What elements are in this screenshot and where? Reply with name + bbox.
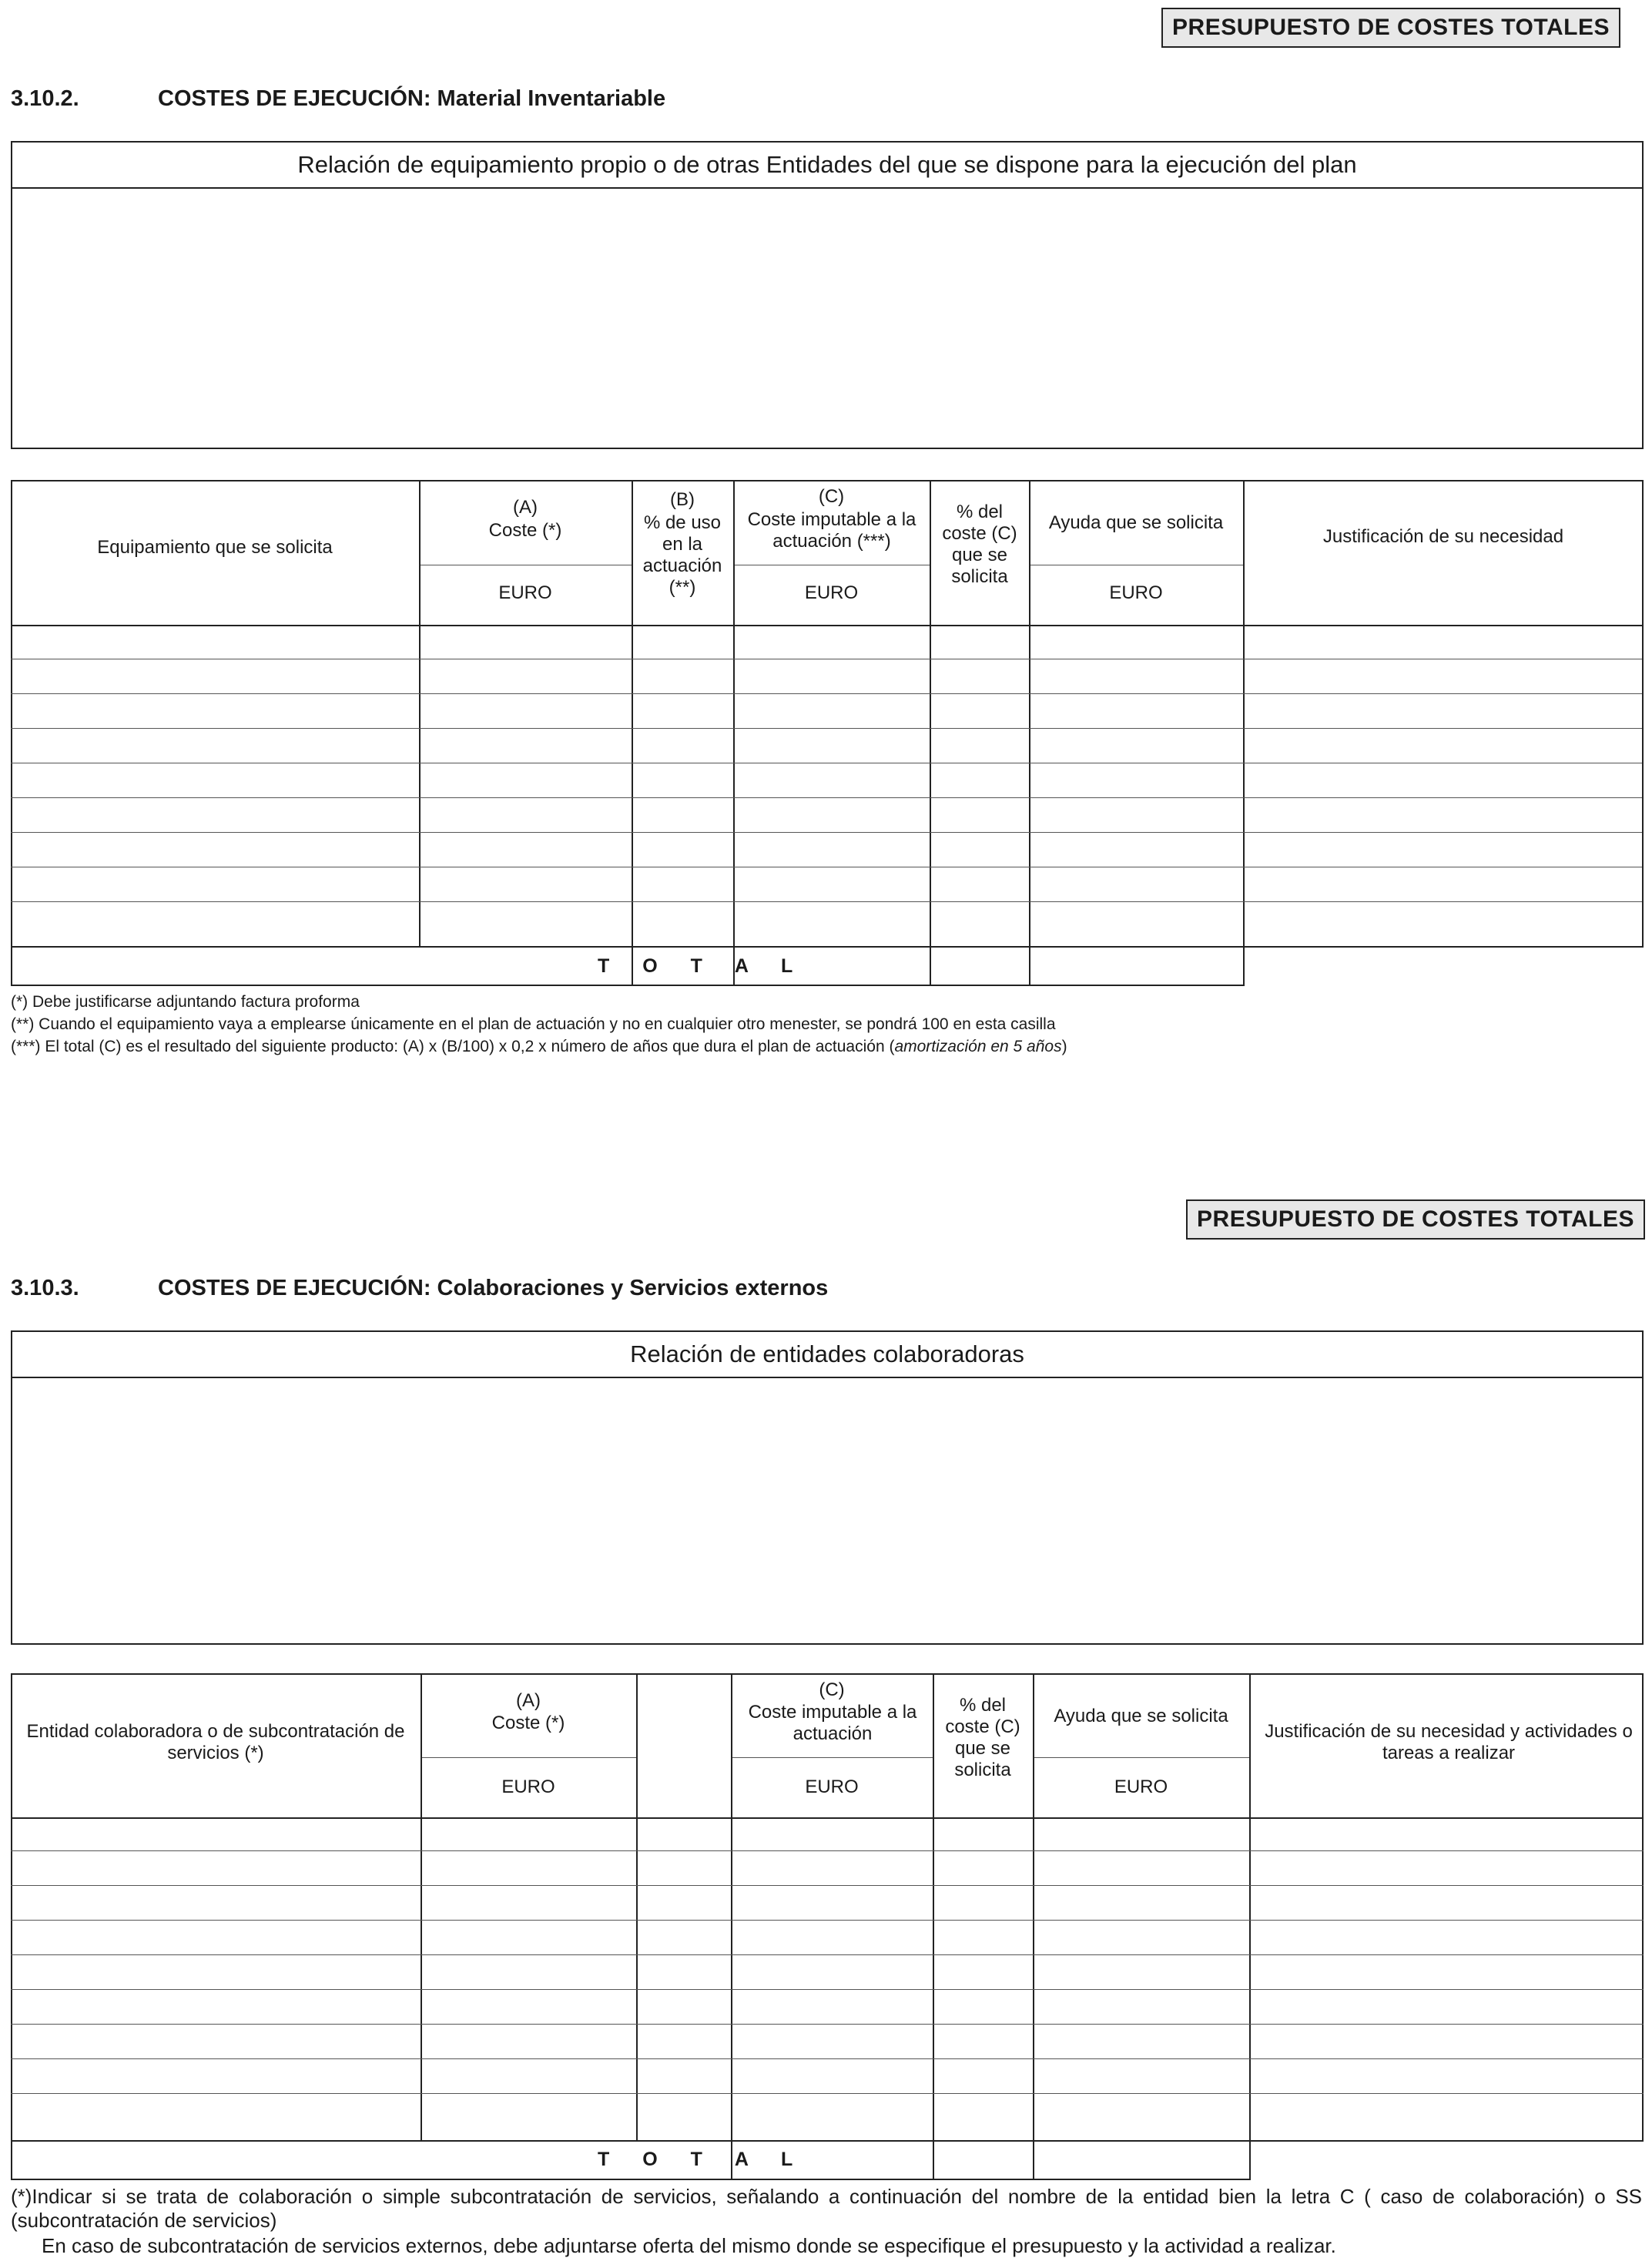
- footnote-collab-2: En caso de subcontratación de servicios externos, debe adjuntarse oferta del mismo donde se especifique el presupuesto y la actividad a realizar.: [42, 2234, 1336, 2257]
- budget-badge-top: [1161, 8, 1620, 48]
- col2-justificacion: Justificación de su necesidad y actividades o tareas a realizar: [1265, 1721, 1633, 1763]
- col-pct: % del coste (C) que se solicita: [942, 502, 1017, 587]
- section-title-2: COSTES DE EJECUCIÓN: Colaboraciones y Servicios externos: [158, 1276, 829, 1300]
- col2-c-letter: (C): [819, 1679, 845, 1700]
- footnote-3-italic: amortización en 5 años: [894, 1038, 1062, 1055]
- total-label: T O T A L: [598, 955, 807, 977]
- section-number: 3.10.2.: [11, 86, 79, 111]
- col2-a-label: Coste (*): [491, 1713, 565, 1733]
- col-c-unit: EURO: [804, 582, 859, 603]
- col-a-letter: (A): [513, 497, 538, 518]
- col-c-label: Coste imputable a la actuación (***): [747, 509, 916, 552]
- equipment-available-textarea[interactable]: [12, 189, 1642, 448]
- total-label-2: T O T A L: [598, 2149, 807, 2170]
- footnote-collab-1: [11, 2185, 1642, 2233]
- col2-ayuda-unit: EURO: [1114, 1776, 1168, 1797]
- section-number-2: 3.10.3.: [11, 1276, 79, 1300]
- col2-a-letter: (A): [516, 1690, 541, 1711]
- collaborators-table: [11, 1673, 1644, 2180]
- col2-a-unit: EURO: [501, 1776, 555, 1797]
- collaborators-box: [11, 1330, 1644, 1645]
- equipment-available-header: Relación de equipamiento propio o de otras Entidades del que se dispone para la ejecución del plan: [12, 143, 1642, 189]
- section-title: COSTES DE EJECUCIÓN: Material Inventariable: [158, 86, 666, 111]
- footnote-3-close: ): [1061, 1038, 1067, 1055]
- footnote-3: [11, 1038, 1067, 1056]
- col2-ayuda: Ayuda que se solicita: [1054, 1706, 1228, 1726]
- col-justificacion: Justificación de su necesidad: [1322, 526, 1564, 547]
- footnote-3-text: (***) El total (C) es el resultado del siguiente producto: (A) x (B/100) x 0,2 x número de años que dura el plan de actuación (: [11, 1038, 895, 1055]
- budget-badge-bottom: [1186, 1199, 1645, 1240]
- col2-pct: % del coste (C) que se solicita: [945, 1695, 1020, 1780]
- col-c-letter: (C): [818, 486, 845, 507]
- col-a-label: Coste (*): [488, 520, 562, 541]
- col-ayuda: Ayuda que se solicita: [1048, 512, 1224, 533]
- col2-entidad: Entidad colaboradora o de subcontratación de servicios (*): [26, 1721, 405, 1763]
- budget-badge-label-2: PRESUPUESTO DE COSTES TOTALES: [1197, 1206, 1634, 1232]
- collaborators-header: Relación de entidades colaboradoras: [12, 1332, 1642, 1378]
- equipment-table: [11, 480, 1644, 986]
- footnote-2: (**) Cuando el equipamiento vaya a emplearse únicamente en el plan de actuación y no en cualquier otro menester, se pondrá 100 en esta casilla: [11, 1015, 1056, 1033]
- col-ayuda-unit: EURO: [1109, 582, 1163, 603]
- col-a-unit: EURO: [498, 582, 552, 603]
- col2-c-label: Coste imputable a la actuación: [748, 1702, 917, 1744]
- col2-c-unit: EURO: [805, 1776, 859, 1797]
- footnote-1: (*) Debe justificarse adjuntando factura proforma: [11, 993, 360, 1011]
- equipment-available-box: [11, 141, 1644, 449]
- budget-badge-label: PRESUPUESTO DE COSTES TOTALES: [1172, 15, 1610, 40]
- col-b-letter: (B): [670, 489, 695, 510]
- col-equipamiento: Equipamiento que se solicita: [97, 537, 333, 558]
- collaborators-textarea[interactable]: [12, 1378, 1642, 1643]
- footnote-collab-1-text: (*)Indicar si se trata de colaboración o simple subcontratación de servicios, señalando a continuación del nombre de la entidad bien la letra C ( caso de colaboración) o SS (subcontratación de servicios): [11, 2185, 1642, 2232]
- col-b-label: % de uso en la actuación (**): [642, 512, 722, 598]
